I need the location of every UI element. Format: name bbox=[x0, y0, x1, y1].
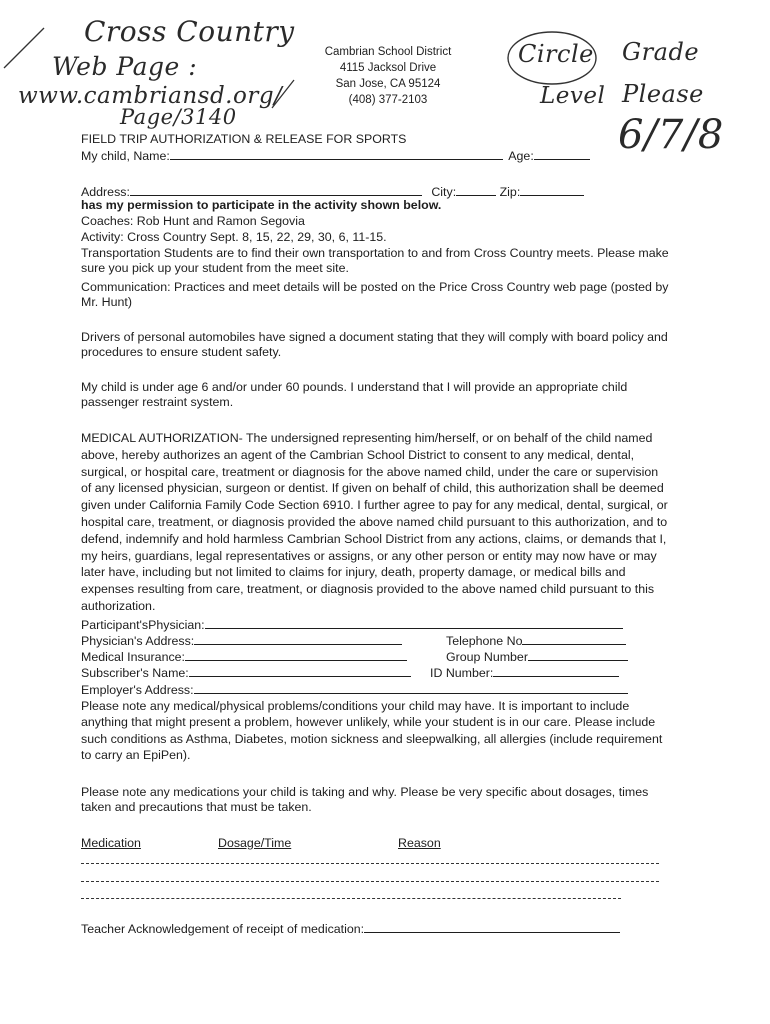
medical-insurance-field[interactable] bbox=[185, 649, 407, 661]
telephone-field[interactable] bbox=[522, 633, 626, 645]
dosage-column-header: Dosage/Time bbox=[218, 836, 292, 850]
group-number-label: Group Number bbox=[446, 650, 528, 664]
participant-physician-row bbox=[81, 617, 623, 633]
telephone-row bbox=[446, 633, 626, 649]
drivers-paragraph: Drivers of personal automobiles have signed a document stating that they will comply with board policy and procedures to ensure student safety. bbox=[81, 330, 668, 360]
participant-physician-label: Participant'sPhysician: bbox=[81, 618, 205, 632]
zip-label: Zip: bbox=[499, 185, 521, 199]
communication-paragraph bbox=[81, 280, 671, 310]
participant-physician-field[interactable] bbox=[205, 617, 623, 629]
communication-label: Communication: bbox=[81, 280, 171, 294]
city-field[interactable] bbox=[456, 184, 496, 196]
handwritten-web-page: Web Page : bbox=[52, 52, 198, 81]
child-name-row bbox=[81, 148, 590, 164]
activity-line: Activity: Cross Country Sept. 8, 15, 22, 29, 30, 6, 11-15. bbox=[81, 230, 387, 244]
district-phone: (408) 377-2103 bbox=[348, 94, 428, 106]
medication-line[interactable] bbox=[81, 881, 659, 882]
employer-address-field[interactable] bbox=[194, 682, 628, 694]
handwritten-grade: Grade bbox=[622, 38, 700, 66]
address-label: Address: bbox=[81, 185, 130, 199]
conditions-paragraph: Please note any medical/physical problems/conditions your child may have. It is important to include anything that might present a problem, however unlikely, while your student is in our care. Please include such conditions as Asthma, Diabetes, motion sickness and sleepwalking, all allergies (include requirement to carry an EpiPen). bbox=[81, 699, 663, 763]
physician-address-field[interactable] bbox=[194, 633, 402, 645]
employer-address-label: Employer's Address: bbox=[81, 683, 194, 697]
transportation-text: Students are to find their own transportation to and from Cross Country meets. Please make sure you pick up your student from the meet site. bbox=[81, 246, 669, 276]
group-number-field[interactable] bbox=[528, 649, 628, 661]
child-name-label: My child, Name: bbox=[81, 149, 170, 163]
teacher-acknowledgement-row bbox=[81, 921, 620, 937]
teacher-acknowledgement-field[interactable] bbox=[364, 921, 620, 933]
medical-insurance-label: Medical Insurance: bbox=[81, 650, 185, 664]
transportation-paragraph bbox=[81, 246, 671, 276]
letterhead bbox=[300, 44, 476, 108]
medical-insurance-row bbox=[81, 649, 407, 665]
handwritten-grade-options: 6/7/8 bbox=[618, 112, 724, 158]
subscriber-name-label: Subscriber's Name: bbox=[81, 666, 189, 680]
handwritten-please: Please bbox=[622, 80, 704, 108]
medication-column-header: Medication bbox=[81, 836, 141, 850]
handwritten-level: Level bbox=[540, 83, 606, 109]
employer-address-row bbox=[81, 682, 628, 698]
transportation-label: Transportation bbox=[81, 246, 161, 260]
handwritten-circle: Circle bbox=[518, 40, 594, 68]
handwritten-page-number: Page/3140 bbox=[120, 105, 237, 129]
restraint-paragraph: My child is under age 6 and/or under 60 pounds. I understand that I will provide an appropriate child passenger restraint system. bbox=[81, 380, 628, 410]
city-label: City: bbox=[431, 185, 457, 199]
child-name-field[interactable] bbox=[170, 148, 503, 160]
handwritten-cross-country: Cross Country bbox=[84, 15, 295, 48]
district-city: San Jose, CA 95124 bbox=[335, 78, 441, 90]
group-number-row bbox=[446, 649, 628, 665]
medication-line[interactable] bbox=[81, 863, 659, 864]
handwritten-url: www.cambriansd.org/ bbox=[18, 83, 283, 109]
subscriber-name-field[interactable] bbox=[189, 665, 411, 677]
address-field[interactable] bbox=[130, 184, 422, 196]
id-number-field[interactable] bbox=[493, 665, 619, 677]
subscriber-name-row bbox=[81, 665, 411, 681]
physician-address-label: Physician's Address: bbox=[81, 634, 195, 648]
coaches-line: Coaches: Rob Hunt and Ramon Segovia bbox=[81, 214, 305, 228]
zip-field[interactable] bbox=[520, 184, 584, 196]
district-name: Cambrian School District bbox=[324, 46, 452, 58]
medications-paragraph: Please note any medications your child is taking and why. Please be very specific about dosages, times taken and precautions that must be taken. bbox=[81, 785, 649, 815]
teacher-acknowledgement-label: Teacher Acknowledgement of receipt of medication: bbox=[81, 922, 365, 936]
age-label: Age: bbox=[508, 149, 534, 163]
medication-line[interactable] bbox=[81, 898, 621, 899]
medical-authorization-paragraph: MEDICAL AUTHORIZATION- The undersigned representing him/herself, or on behalf of the child named above, hereby authorizes an agent of the Cambrian School District to consent to any medical, dental, surgical, or hospital care, treatment or diagnosis for the above named child, under the care or supervision of any licensed physician, surgeon or dentist. If given on behalf of child, this authorization shall be deemed given under California Family Code Section 6910. I further agree to pay for any medical, dental, surgical, or hospital care, treatment, or diagnosis provided the above named child pursuant to this authorization, and to defend, indemnify and hold harmless Cambrian School District from any actions, claims, or demands that I, my heirs, guardians, legal representatives or assigns, or any other person or entity may now have or may later have, including but not limited to claims for injury, death, property damage, or medical bills and expenses resulting from care, treatment, or diagnosis provided to the above named child pursuant to this authorization. bbox=[81, 431, 668, 613]
physician-address-row bbox=[81, 633, 402, 649]
communication-text: Practices and meet details will be posted on the Price Cross Country web page (posted by Mr. Hunt) bbox=[81, 280, 669, 310]
telephone-label: Telephone No bbox=[446, 634, 523, 648]
reason-column-header: Reason bbox=[398, 836, 441, 850]
id-number-label: ID Number: bbox=[430, 666, 494, 680]
permission-line: has my permission to participate in the activity shown below. bbox=[81, 198, 442, 212]
age-field[interactable] bbox=[534, 148, 590, 160]
form-title: FIELD TRIP AUTHORIZATION & RELEASE FOR SPORTS bbox=[81, 132, 407, 146]
district-street: 4115 Jacksol Drive bbox=[339, 62, 437, 74]
id-number-row bbox=[430, 665, 619, 681]
